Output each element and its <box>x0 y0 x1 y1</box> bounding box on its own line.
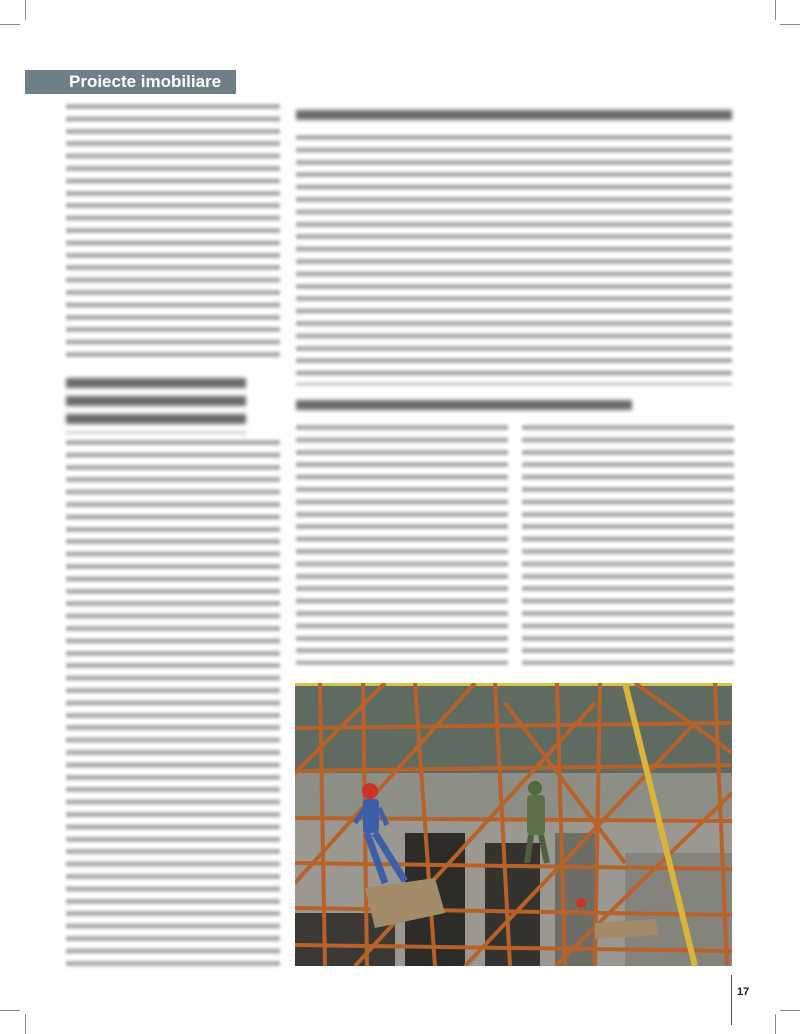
crop-mark <box>25 1014 26 1034</box>
blurred-heading <box>296 400 632 412</box>
blurred-heading <box>296 110 732 122</box>
blurred-body-text <box>66 440 280 970</box>
crop-mark <box>775 1014 776 1034</box>
helmet <box>576 898 586 908</box>
blurred-body-text <box>66 104 280 364</box>
blurred-body-text <box>296 135 732 385</box>
blurred-body-text <box>522 425 734 665</box>
blurred-heading <box>66 378 246 433</box>
section-tab <box>25 70 236 94</box>
page-number: 17 <box>737 986 750 998</box>
scaffolding-illustration <box>295 683 732 966</box>
page-divider <box>731 975 732 1025</box>
crop-mark <box>25 0 26 20</box>
crop-mark <box>780 1010 800 1011</box>
crop-mark <box>775 0 776 20</box>
scaffolding-photo <box>295 683 732 966</box>
blurred-body-text <box>296 425 508 665</box>
crop-mark <box>780 24 800 25</box>
section-title: Proiecte imobiliare <box>69 72 222 91</box>
crop-mark <box>0 24 20 25</box>
crop-mark <box>0 1010 20 1011</box>
